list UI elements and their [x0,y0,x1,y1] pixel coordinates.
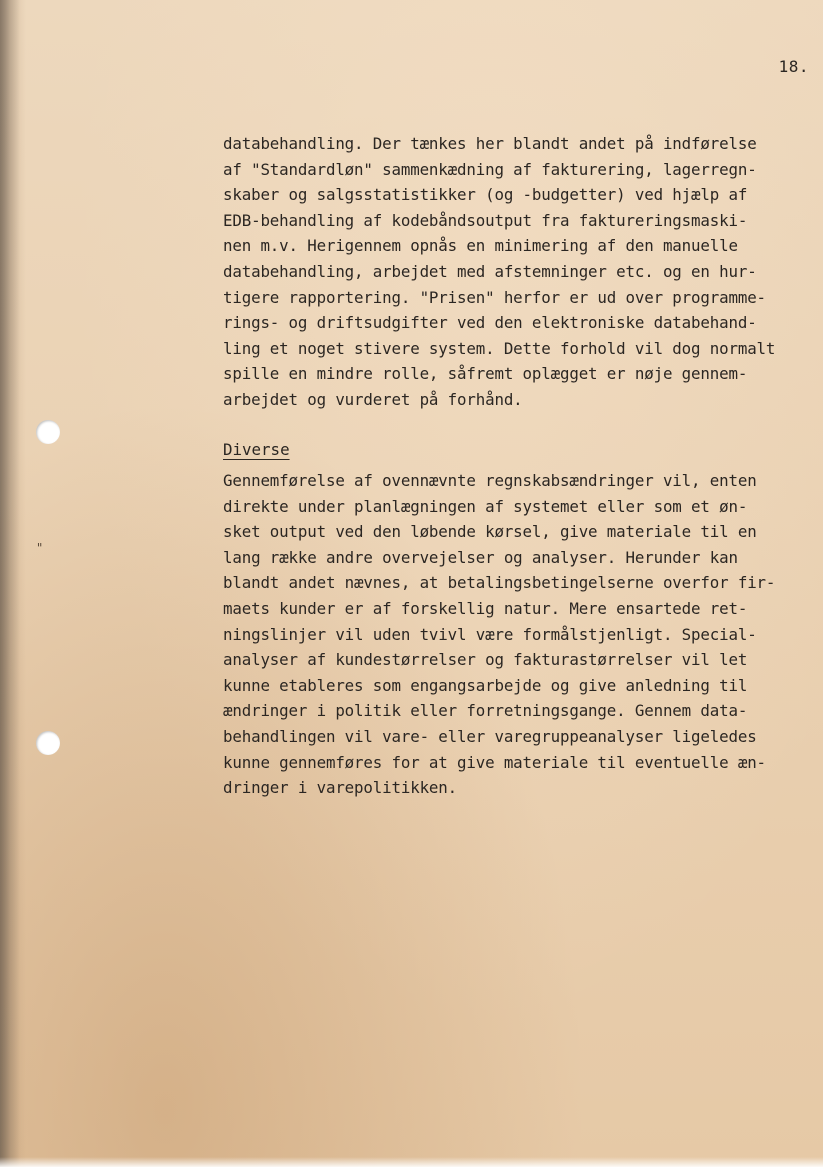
text-line: behandlingen vil vare- eller varegruppeanalyser ligeledes [223,726,757,746]
text-line: ningslinjer vil uden tvivl være formålstjenligt. Special- [223,624,757,644]
punch-hole-upper [36,420,60,444]
punch-hole-lower [36,731,60,755]
text-line: dringer i varepolitikken. [223,778,458,798]
text-line: skaber og salgsstatistikker (og -budgetter) ved hjælp af [223,185,748,205]
paragraph-diverse [223,468,819,801]
text-line: nen m.v. Herigennem opnås en minimering af den manuelle [223,236,738,256]
text-line: rings- og driftsudgifter ved den elektroniske databehand- [223,313,757,333]
text-line: ling et noget stivere system. Dette forhold vil dog normalt [223,338,776,358]
section-heading-diverse: Diverse [223,440,290,459]
bottom-edge [0,1157,823,1167]
paragraph-databehandling [223,131,819,413]
text-line: blandt andet nævnes, at betalingsbetingelserne overfor fir- [223,573,776,593]
text-line: lang række andre overvejelser og analyser. Herunder kan [223,547,738,567]
text-line: EDB-behandling af kodebåndsoutput fra faktureringsmaski- [223,210,748,230]
page-edge-shadow [0,0,20,1167]
text-line: Gennemførelse af ovennævnte regnskabsændringer vil, enten [223,471,757,490]
text-line: af "Standardløn" sammenkædning af fakturering, lagerregn- [223,159,757,179]
text-line: databehandling. Der tænkes her blandt andet på indførelse [223,134,757,153]
text-line: kunne gennemføres for at give materiale til eventuelle æn- [223,752,766,772]
text-line: arbejdet og vurderet på forhånd. [223,389,523,409]
text-line: kunne etableres som engangsarbejde og give anledning til [223,675,748,695]
text-line: maets kunder er af forskellig natur. Mere ensartede ret- [223,598,748,618]
text-line: analyser af kundestørrelser og fakturastørrelser vil let [223,650,748,670]
text-line: direkte under planlægningen af systemet eller som et øn- [223,496,748,516]
text-line: spille en mindre rolle, såfremt oplægget er nøje gennem- [223,364,748,384]
text-line: ændringer i politik eller forretningsgange. Gennem data- [223,701,748,721]
text-line: sket output ved den løbende kørsel, give materiale til en [223,522,757,542]
margin-mark: " [36,541,44,555]
text-line: tigere rapportering. "Prisen" herfor er ud over programme- [223,287,766,307]
page-number: 18. [778,57,809,76]
text-line: databehandling, arbejdet med afstemninger etc. og en hur- [223,261,757,281]
